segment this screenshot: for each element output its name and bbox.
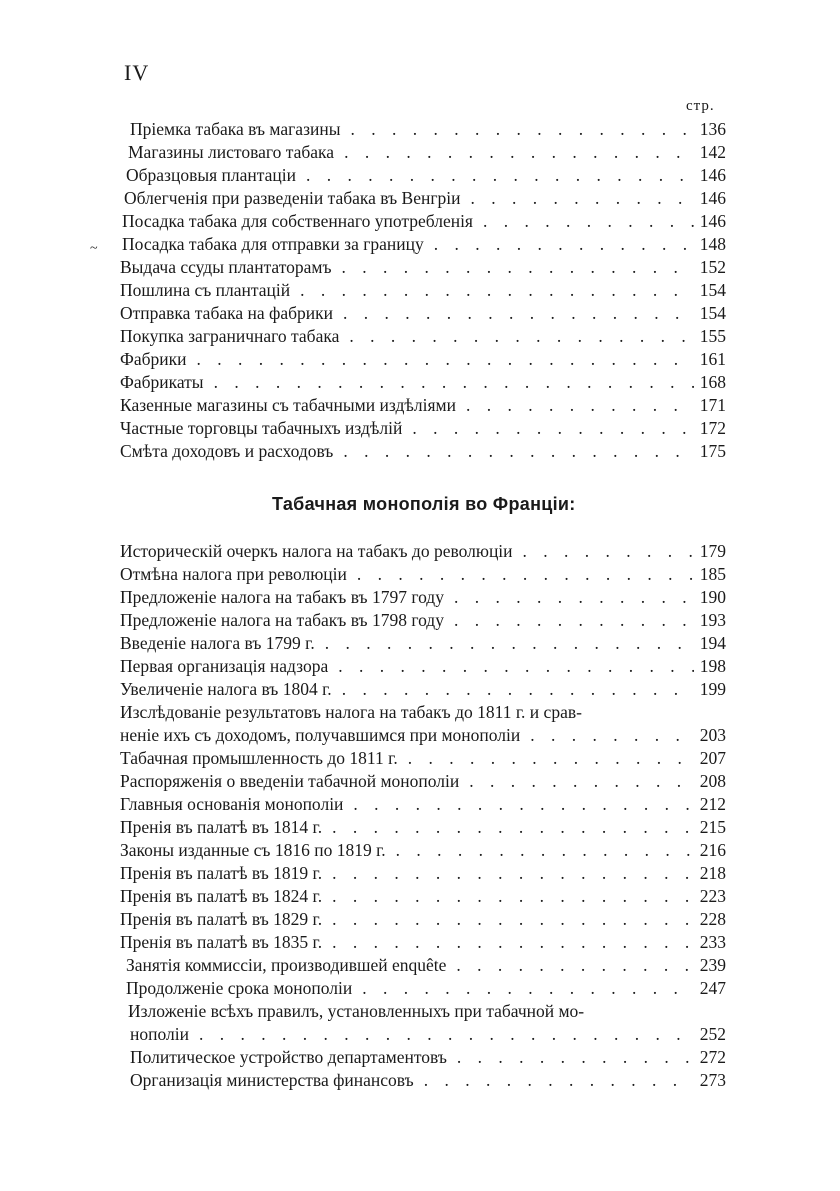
toc-entry-page: 168	[699, 372, 726, 392]
toc-entry[interactable]	[120, 632, 726, 654]
toc-entry[interactable]	[120, 279, 726, 301]
dot-leader	[294, 279, 694, 301]
toc-entry-title: Посадка табака для собственнаго употребленія	[122, 211, 473, 231]
toc-entry-page: 142	[699, 142, 726, 162]
toc-entry-title: Предложеніе налога на табакъ въ 1797 году	[120, 587, 444, 607]
page-number: IV	[124, 60, 150, 85]
dot-leader	[338, 141, 694, 163]
margin-mark: ~	[90, 241, 98, 256]
toc-entry-page: 212	[699, 794, 726, 814]
dot-leader	[344, 118, 694, 140]
toc-entry[interactable]	[130, 1046, 726, 1068]
toc-entry-title: Увеличеніе налога въ 1804 г.	[120, 679, 332, 699]
dot-leader	[336, 256, 694, 278]
dot-leader	[463, 770, 694, 792]
dot-leader	[347, 793, 694, 815]
toc-entry-page: 216	[699, 840, 726, 860]
section-heading: Табачная монополія во Франціи:	[272, 494, 576, 514]
toc-entry-page: 136	[699, 119, 726, 139]
toc-entry-title: Смѣта доходовъ и расходовъ	[120, 441, 334, 461]
dot-leader	[326, 931, 694, 953]
toc-entry[interactable]	[120, 908, 726, 930]
toc-entry[interactable]	[120, 816, 726, 838]
toc-entry[interactable]	[120, 540, 726, 562]
dot-leader	[428, 233, 694, 255]
dot-leader	[390, 839, 694, 861]
dot-leader	[524, 724, 694, 746]
toc-entry-page: 223	[699, 886, 726, 906]
dot-leader	[337, 440, 694, 462]
toc-entry[interactable]	[120, 724, 726, 746]
dot-leader	[319, 632, 694, 654]
dot-leader	[332, 655, 694, 677]
toc-entry[interactable]	[120, 563, 726, 585]
toc-entry-title: Пренія въ палатѣ въ 1819 г.	[120, 863, 323, 883]
dot-leader	[300, 164, 694, 186]
toc-entry-page: 273	[699, 1070, 726, 1090]
toc-entry-page: 161	[699, 349, 726, 369]
toc-entry-title: Частные торговцы табачныхъ издѣлій	[120, 418, 403, 438]
toc-entry-page: 172	[699, 418, 726, 438]
toc-entry-title: Покупка заграничнаго табака	[120, 326, 340, 346]
toc-entry-title: Первая организація надзора	[120, 656, 329, 676]
toc-entry-page: 208	[699, 771, 726, 791]
toc-entry-page: 175	[699, 441, 726, 461]
toc-entry-title: нополіи	[130, 1024, 189, 1044]
toc-entry-page: 171	[699, 395, 726, 415]
toc-entry-page: 190	[699, 587, 726, 607]
toc-entry-title: Казенные магазины съ табачными издѣліями	[120, 395, 456, 415]
toc-entry-title: Облегченія при разведеніи табака въ Венгріи	[124, 188, 461, 208]
toc-entry[interactable]	[120, 770, 726, 792]
toc-entry[interactable]	[128, 141, 726, 163]
dot-leader	[326, 816, 694, 838]
toc-entry-page: 146	[699, 188, 726, 208]
toc-entry-title: Магазины листоваго табака	[128, 142, 335, 162]
toc-entry-title: Законы изданные съ 1816 по 1819 г.	[120, 840, 386, 860]
toc-entry[interactable]	[126, 164, 726, 186]
toc-entry-title: Политическое устройство департаментовъ	[130, 1047, 447, 1067]
toc-entry-title: Пренія въ палатѣ въ 1824 г.	[120, 886, 323, 906]
toc-entry[interactable]	[120, 325, 726, 347]
dot-leader	[193, 1023, 694, 1045]
toc-entry[interactable]	[120, 371, 726, 393]
toc-entry-page: 239	[699, 955, 726, 975]
dot-leader	[448, 586, 694, 608]
dot-leader	[337, 302, 694, 324]
toc-entry[interactable]	[120, 586, 726, 608]
toc-entry-page: 155	[699, 326, 726, 346]
dot-leader	[190, 348, 694, 370]
page-column-label: стр.	[686, 98, 715, 114]
toc-entry-page: 146	[699, 211, 726, 231]
dot-leader	[208, 371, 694, 393]
dot-leader	[517, 540, 694, 562]
toc-entry-page: 146	[699, 165, 726, 185]
toc-entry-title: Занятія коммиссіи, производившей enquête	[126, 955, 447, 975]
toc-entry-page: 215	[699, 817, 726, 837]
toc-entry-title: Пренія въ палатѣ въ 1829 г.	[120, 909, 323, 929]
toc-entry-page: 207	[699, 748, 726, 768]
dot-leader	[356, 977, 694, 999]
toc-entry[interactable]	[126, 954, 726, 976]
toc-entry-page: 247	[699, 978, 726, 998]
toc-entry[interactable]	[120, 678, 726, 700]
toc-entry-page: 203	[699, 725, 726, 745]
dot-leader	[418, 1069, 694, 1091]
toc-entry-page: 152	[699, 257, 726, 277]
dot-leader	[451, 1046, 694, 1068]
toc-entry[interactable]	[122, 233, 726, 255]
toc-entry-title: Предложеніе налога на табакъ въ 1798 году	[120, 610, 444, 630]
toc-entry-title-line1: Изслѣдованіе результатовъ налога на табакъ до 1811 г. и срав-	[120, 702, 582, 722]
dot-leader	[450, 954, 694, 976]
toc-entry-title: Продолженіе срока монополіи	[126, 978, 353, 998]
dot-leader	[343, 325, 694, 347]
toc-entry[interactable]	[130, 118, 726, 140]
toc-entry[interactable]	[126, 977, 726, 999]
toc-entry[interactable]	[120, 394, 726, 416]
toc-entry[interactable]	[120, 931, 726, 953]
toc-entry-title: Фабрики	[120, 349, 187, 369]
toc-entry-title: Пренія въ палатѣ въ 1835 г.	[120, 932, 323, 952]
toc-entry-page: 199	[699, 679, 726, 699]
dot-leader	[326, 885, 694, 907]
toc-entry-title: Посадка табака для отправки за границу	[122, 234, 424, 254]
toc-entry[interactable]	[120, 417, 726, 439]
toc-entry[interactable]	[130, 1069, 726, 1091]
toc-entry-title: Табачная промышленность до 1811 г.	[120, 748, 398, 768]
dot-leader	[336, 678, 694, 700]
toc-entry[interactable]	[130, 1023, 726, 1045]
toc-entry[interactable]	[120, 839, 726, 861]
toc-entry[interactable]	[120, 348, 726, 370]
toc-entry[interactable]	[120, 302, 726, 324]
dot-leader	[326, 862, 694, 884]
toc-entry-title: Пріемка табака въ магазины	[130, 119, 341, 139]
toc-entry-title: Отмѣна налога при революціи	[120, 564, 347, 584]
toc-entry[interactable]	[120, 862, 726, 884]
toc-entry[interactable]	[124, 187, 726, 209]
toc-entry-title: Образцовыя плантаціи	[126, 165, 296, 185]
toc-entry-title: Организація министерства финансовъ	[130, 1070, 414, 1090]
toc-entry-title: Распоряженія о введеніи табачной монополіи	[120, 771, 460, 791]
toc-entry-title: Введеніе налога въ 1799 г.	[120, 633, 315, 653]
toc-entry-page: 252	[699, 1024, 726, 1044]
toc-entry[interactable]	[120, 440, 726, 462]
toc-entry[interactable]	[120, 655, 726, 677]
toc-entry-page: 198	[699, 656, 726, 676]
toc-entry-title: Главныя основанія монополіи	[120, 794, 344, 814]
toc-entry-page: 228	[699, 909, 726, 929]
dot-leader	[406, 417, 694, 439]
toc-entry[interactable]	[122, 210, 726, 232]
toc-entry-page: 272	[699, 1047, 726, 1067]
toc-entry-title: Выдача ссуды плантаторамъ	[120, 257, 332, 277]
toc-entry-page: 148	[699, 234, 726, 254]
toc-entry-page: 194	[699, 633, 726, 653]
toc-entry-page: 193	[699, 610, 726, 630]
toc-entry-title: Отправка табака на фабрики	[120, 303, 333, 323]
toc-entry-title-line1: Изложеніе всѣхъ правилъ, установленныхъ при табачной мо-	[128, 1001, 585, 1021]
toc-entry[interactable]	[120, 885, 726, 907]
toc-entry[interactable]	[120, 747, 726, 769]
toc-entry-title: Историческій очеркъ налога на табакъ до революціи	[120, 541, 513, 561]
dot-leader	[402, 747, 694, 769]
toc-entry-page: 154	[699, 280, 726, 300]
toc-entry[interactable]	[120, 256, 726, 278]
toc-entry-page: 179	[699, 541, 726, 561]
dot-leader	[448, 609, 694, 631]
toc-entry[interactable]	[120, 793, 726, 815]
toc-entry-title: неніе ихъ съ доходомъ, получавшимся при монополіи	[120, 725, 521, 745]
dot-leader	[460, 394, 694, 416]
toc-entry-title: Пренія въ палатѣ въ 1814 г.	[120, 817, 323, 837]
toc-entry-title: Пошлина съ плантацій	[120, 280, 291, 300]
toc-entry[interactable]	[120, 609, 726, 631]
dot-leader	[465, 187, 694, 209]
toc-entry-page: 185	[699, 564, 726, 584]
toc-entry-page: 233	[699, 932, 726, 952]
toc-entry-page: 218	[699, 863, 726, 883]
dot-leader	[326, 908, 694, 930]
toc-entry-page: 154	[699, 303, 726, 323]
dot-leader	[477, 210, 694, 232]
dot-leader	[351, 563, 694, 585]
toc-entry-title: Фабрикаты	[120, 372, 204, 392]
